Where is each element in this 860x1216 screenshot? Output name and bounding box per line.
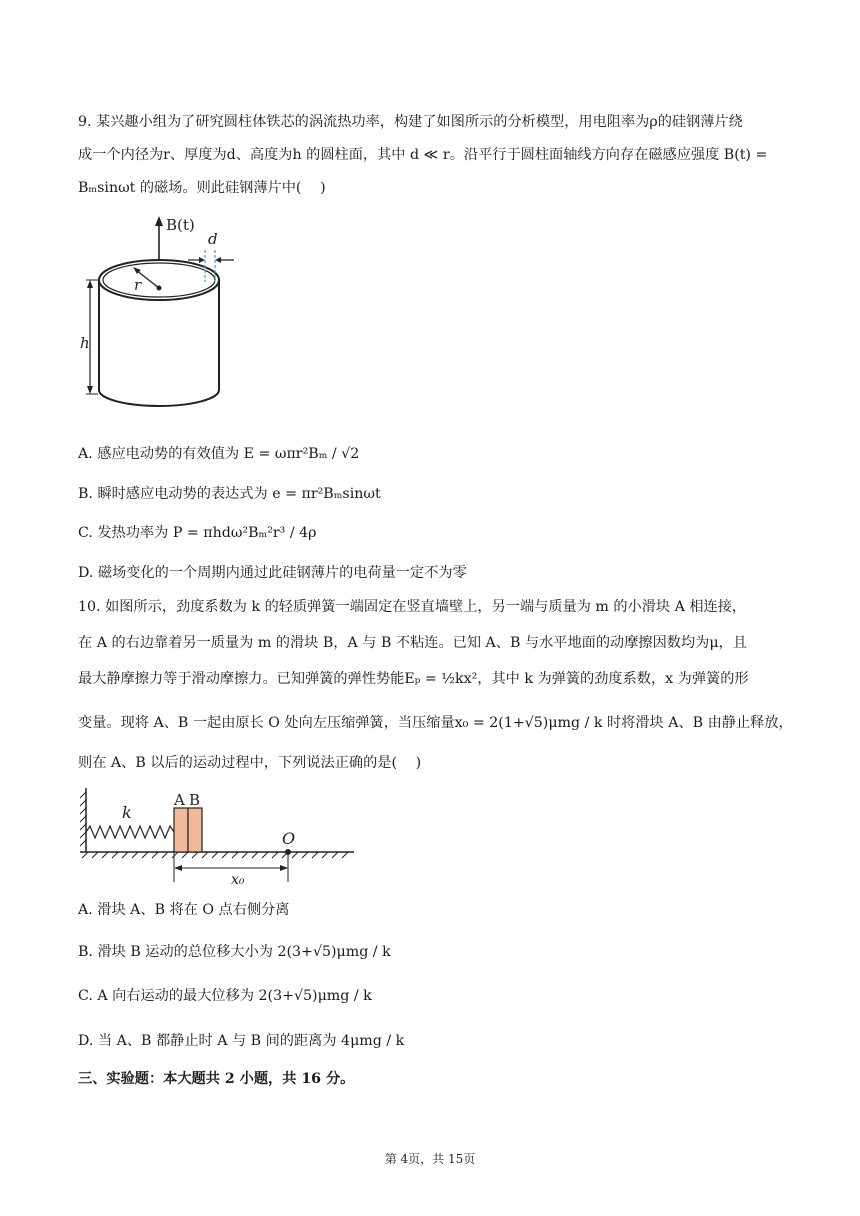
q9-option-b: B. 瞬时感应电动势的表达式为 e = πr²Bₘsinωt xyxy=(78,486,381,502)
q9-option-d: D. 磁场变化的一个周期内通过此硅钢薄片的电荷量一定不为零 xyxy=(78,565,467,581)
q9-line-3: Bₘsinωt 的磁场。则此硅钢薄片中( ) xyxy=(78,180,326,196)
k-label: k xyxy=(122,803,132,822)
h-label: h xyxy=(80,334,90,352)
o-label: O xyxy=(282,829,296,848)
q10-option-b: B. 滑块 B 运动的总位移大小为 2(3+√5)μmg / k xyxy=(78,944,391,960)
q9-option-a: A. 感应电动势的有效值为 E = ωπr²Bₘ / √2 xyxy=(78,446,360,462)
q9-line-1: 9. 某兴趣小组为了研究圆柱体铁芯的涡流热功率，构建了如图所示的分析模型，用电阻率为ρ的硅钢薄片绕 xyxy=(78,114,743,130)
bt-label: B(t) xyxy=(166,216,195,234)
block-a xyxy=(174,808,188,852)
block-b xyxy=(188,808,202,852)
r-label: r xyxy=(134,276,142,294)
q10-line-2: 在 A 的右边靠着另一质量为 m 的滑块 B，A 与 B 不粘连。已知 A、B 与水平地面的动摩擦因数均为μ，且 xyxy=(78,635,747,651)
q10-option-d: D. 当 A、B 都静止时 A 与 B 间的距离为 4μmg / k xyxy=(78,1033,405,1049)
q10-line-3: 最大静摩擦力等于滑动摩擦力。已知弹簧的弹性势能Eₚ = ½kx²，其中 k 为弹簧的劲度系数，x 为弹簧的形 xyxy=(78,671,749,687)
x0-label: x₀ xyxy=(231,872,245,886)
q10-line-5: 则在 A、B 以后的运动过程中，下列说法正确的是( ) xyxy=(78,755,422,771)
q9-option-c: C. 发热功率为 P = πhdω²Bₘ²r³ / 4ρ xyxy=(78,525,317,541)
q10-option-a: A. 滑块 A、B 将在 O 点右侧分离 xyxy=(78,902,290,918)
spring-block-figure xyxy=(78,786,358,886)
q10-line-1: 10. 如图所示，劲度系数为 k 的轻质弹簧一端固定在竖直墙壁上，另一端与质量为 m 的小滑块 A 相连接， xyxy=(78,599,747,615)
block-b-label: B xyxy=(189,791,201,809)
d-label: d xyxy=(208,230,218,248)
q10-option-c: C. A 向右运动的最大位移为 2(3+√5)μmg / k xyxy=(78,988,372,1004)
cylinder-figure xyxy=(78,210,248,420)
section-heading: 三、实验题：本大题共 2 小题，共 16 分。 xyxy=(78,1071,355,1087)
page-footer: 第 4页，共 15页 xyxy=(384,1152,476,1166)
q9-line-2: 成一个内径为r、厚度为d、高度为h 的圆柱面，其中 d ≪ r。沿平行于圆柱面轴线方向存在磁感应强度 B(t) = xyxy=(78,147,768,163)
block-a-label: A xyxy=(174,791,185,809)
q10-line-4: 变量。现将 A、B 一起由原长 O 处向左压缩弹簧，当压缩量x₀ = 2(1+√5)μmg / k 时将滑块 A、B 由静止释放， xyxy=(78,715,793,731)
